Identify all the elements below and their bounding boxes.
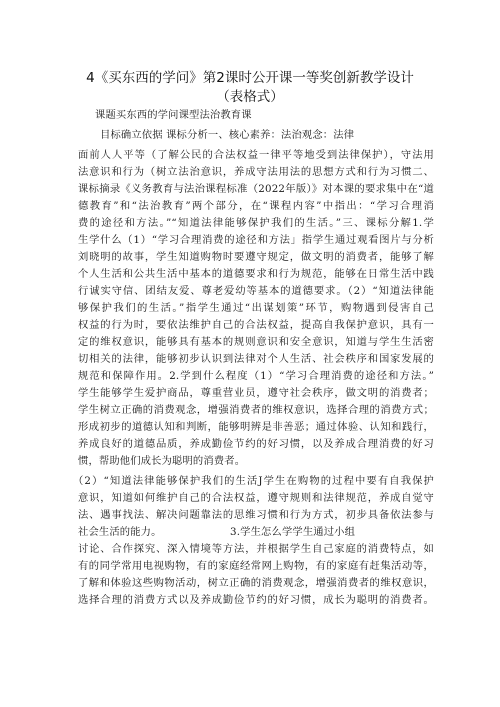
- body-line: 法、遇事找法、解决问题靠法的思维习惯和行为方式，初步具备依法参与: [78, 509, 434, 521]
- body-line: （2）“知道法律能够保护我们的生活J学生在购物的过程中要有自我保护: [73, 475, 434, 487]
- body-line: 费的途径和方法。”“知道法律能够保护我们的生活。”三、课标分解1.学: [78, 217, 434, 229]
- body-line: 选择合理的消费方式以及养成勤俭节约的好习惯，成长为聪明的消费者。: [78, 594, 434, 606]
- body-line: 德教育”和“法治教育”两个部分，在“课程内容”中指出：“学习合理消: [78, 200, 434, 212]
- body-line: 法意识和行为（树立法治意识，养成守法用法的思想方式和行为习惯二、: [78, 166, 434, 178]
- body-line: 行诚实守信、团结友爱、尊老爱幼等基本的道德要求。（2）“知道法律能: [78, 285, 434, 297]
- body-line: 意识，知道如何维护自己的合法权益，遵守规则和法律规范，养成自觉守: [78, 492, 434, 504]
- body-line: 有的同学常用电视购物，有的家庭经常网上购物，有的家庭有赶集活动等，: [78, 560, 434, 572]
- body-line-objective-basis: 目标确立依据 课标分析一、核心素养：法治观念：法律: [100, 129, 355, 141]
- body-line: 形成初步的道德认知和判断，能够明辨是非善恶；通过体验、认知和践行，: [78, 421, 434, 433]
- body-line: 定的维权意识，能够具有基本的规则意识和安全意识，知道与学生生活密: [78, 336, 434, 348]
- document-title: 4《买东西的学问》第2课时公开课一等奖创新教学设计: [86, 70, 414, 86]
- body-line: 规范和保障作用。2.学到什么程度（1）“学习合理消费的途径和方法。”: [78, 370, 434, 382]
- body-line: 刘晓明的故事，学生知道购物时要遵守规定，做文明的消费者，能够了解: [78, 251, 434, 263]
- body-line: 惯，帮助他们成长为聪明的消费者。: [78, 455, 246, 467]
- document-subtitle: （表格式）: [216, 89, 284, 105]
- body-line: 面前人人平等（了解公民的合法权益一律平等地受到法律保护），守法用: [78, 149, 434, 161]
- body-line: 社会生活的能力。 3.学生怎么学学生通过小组: [78, 526, 356, 538]
- body-line: 了解和体验这些购物活动，树立正确的消费观念，增强消费者的维权意识，: [78, 577, 434, 589]
- body-line: 个人生活和公共生活中基本的道德要求和行为规范，能够在日常生活中践: [78, 268, 434, 280]
- body-line: 学生能够学生爱护商品，尊重营业员，遵守社会秩序，做文明的消费者；: [78, 387, 434, 399]
- body-line: 切相关的法律，能够初步认识到法律对个人生活、社会秩序和国家发展的: [78, 353, 434, 365]
- body-line: 学生树立正确的消费观念，增强消费者的维权意识，选择合理的消费方式；: [78, 404, 434, 416]
- body-line: 讨论、合作探究、深入情境等方法，并根据学生自己家庭的消费特点，如: [78, 543, 434, 555]
- body-line: 权益的行为时，要依法维护自己的合法权益，提高自我保护意识，具有一: [78, 319, 434, 331]
- body-line: 够保护我们的生活。”指学生通过“出谋划策”环节，购物遇到侵害自己: [78, 302, 434, 314]
- body-line: 课标摘录《义务教育与法治课程标准（2022年版）》对本课的要求集中在“道: [78, 183, 434, 195]
- body-line-lesson-topic: 课题买东西的学问课型法治教育课: [95, 109, 252, 121]
- body-line: 生学什么（1）“学习合理消费的途径和方法」指学生通过观看图片与分析: [78, 234, 434, 246]
- body-line: 养成良好的道德品质，养成勤俭节约的好习惯，以及养成合理消费的好习: [78, 438, 434, 450]
